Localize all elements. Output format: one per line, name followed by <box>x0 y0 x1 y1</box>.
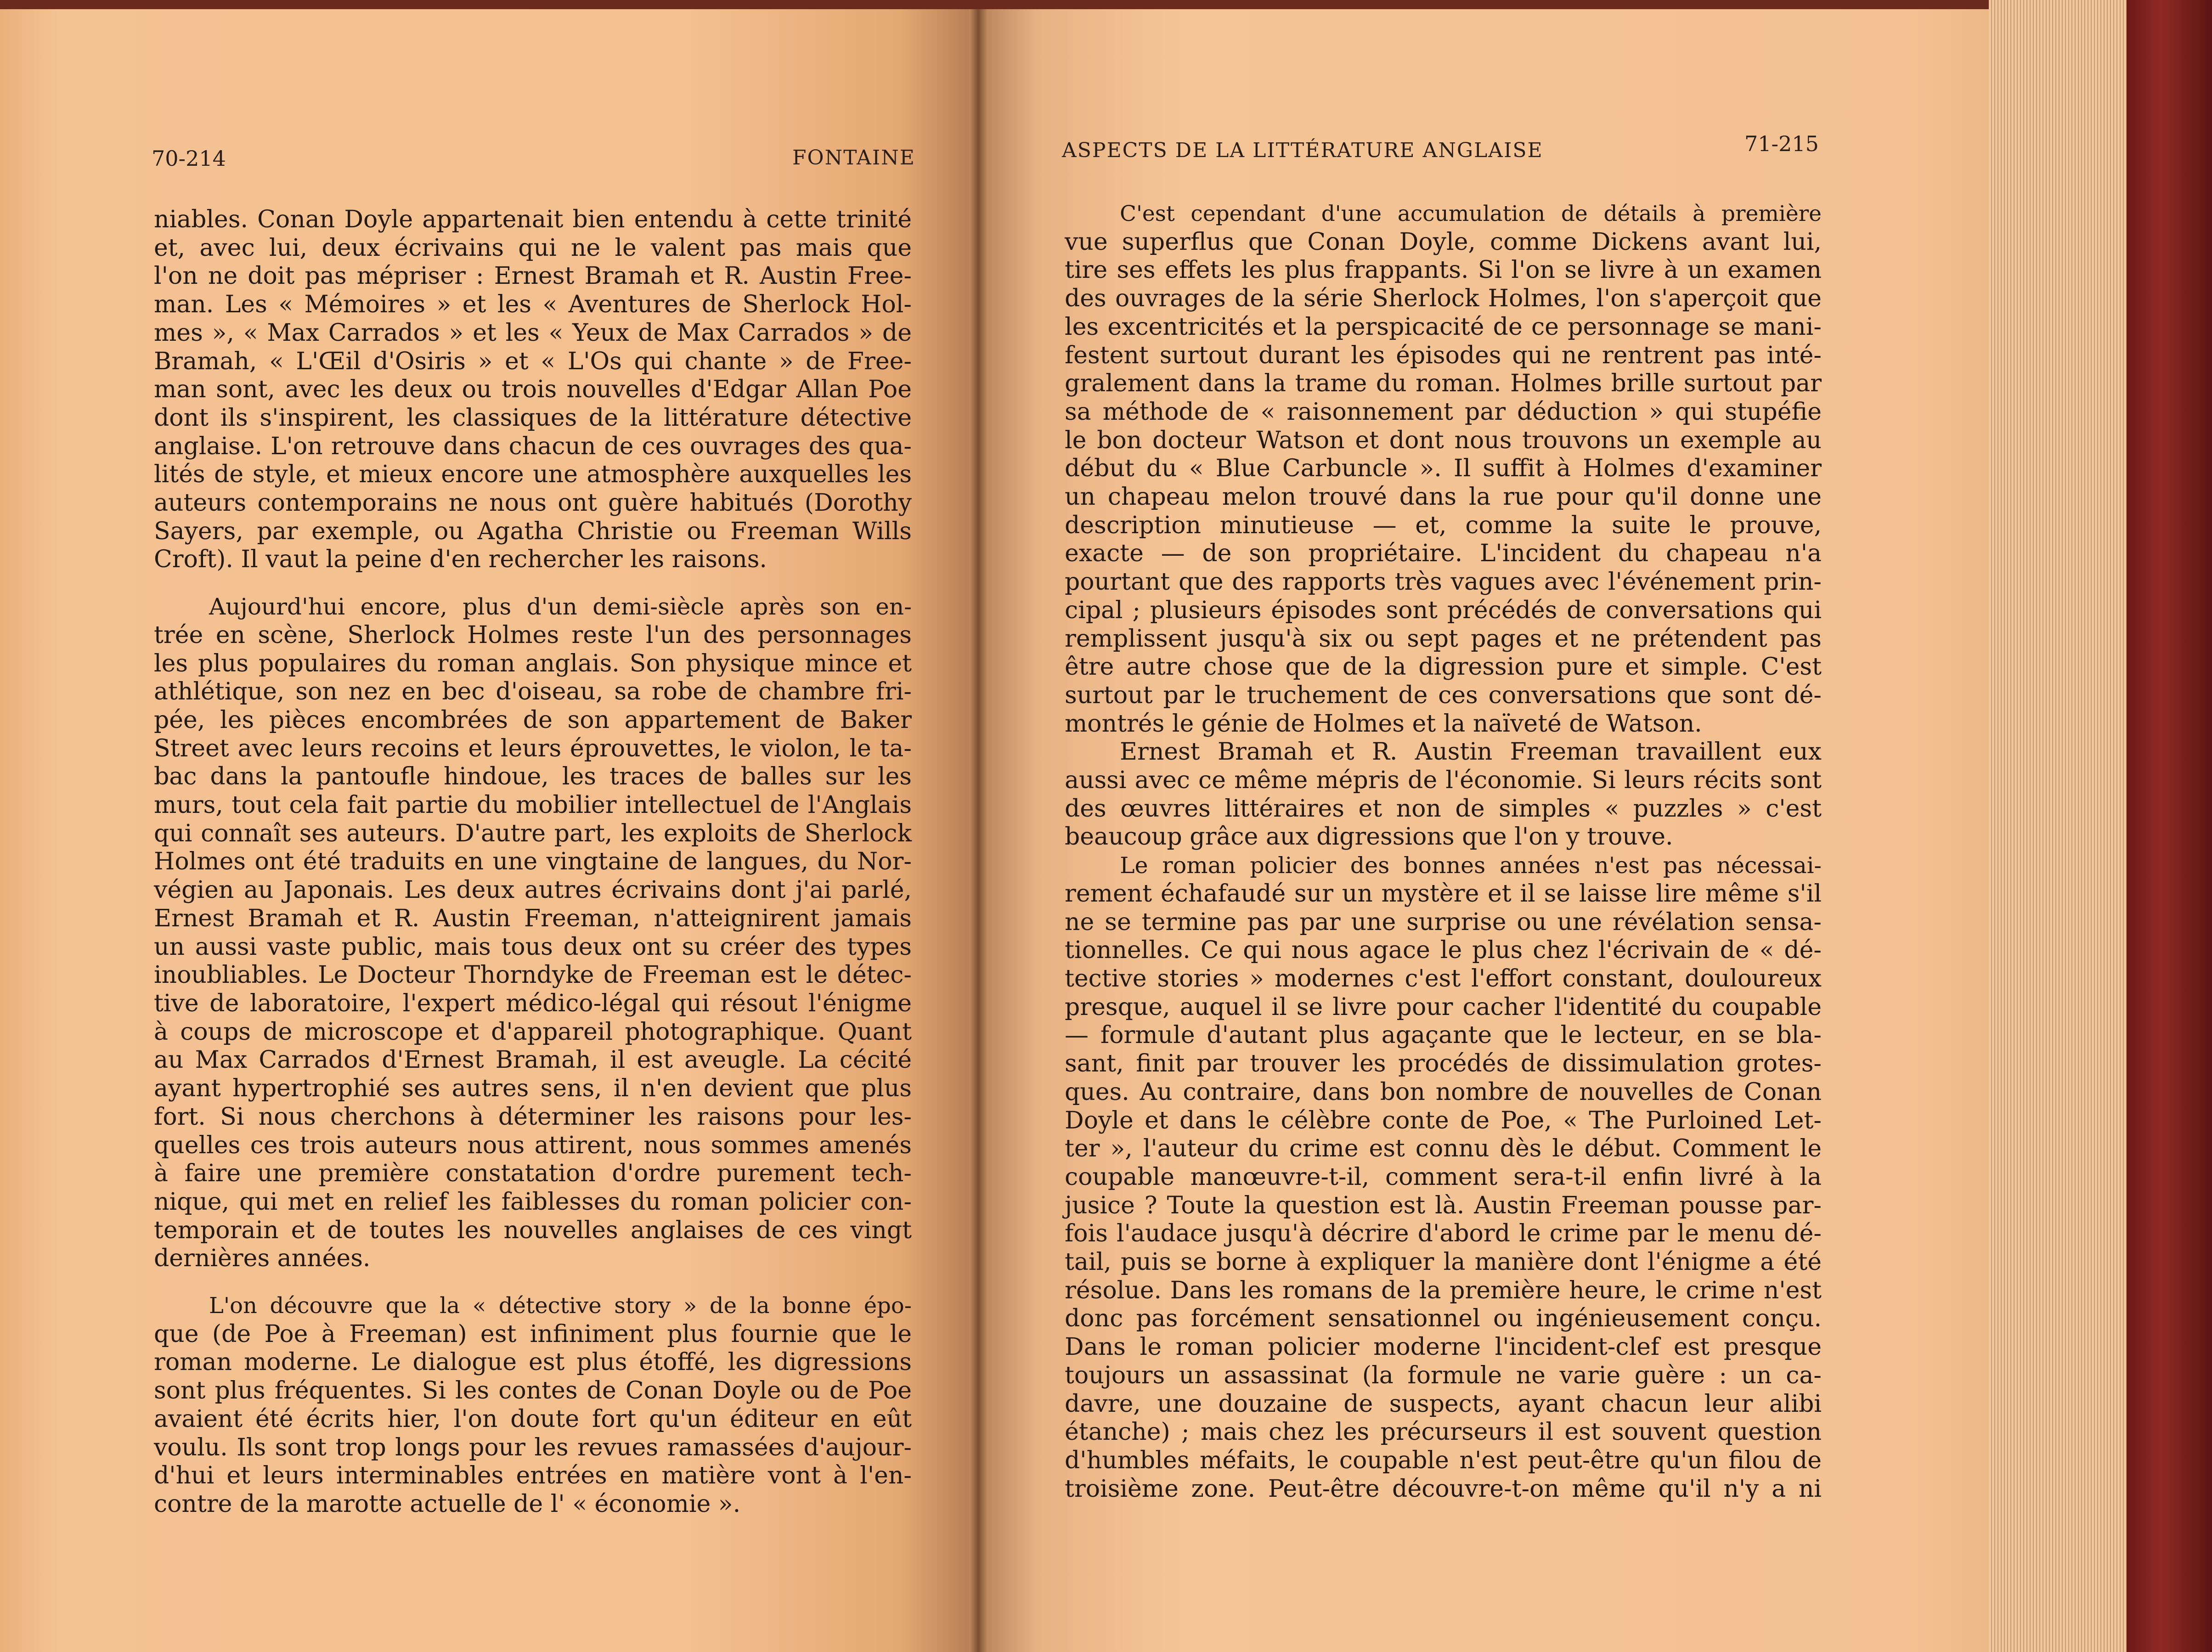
text-line: fois l'audace jusqu'à décrire d'abord le crime par le menu dé- <box>1065 1220 1822 1248</box>
book-gutter <box>969 9 988 1652</box>
left-running-head: FONTAINE <box>792 146 915 169</box>
text-line: surtout par le truchement de ces conversations que sont dé- <box>1065 681 1822 709</box>
text-line: troisième zone. Peut-être découvre-t-on même qu'il n'y a ni <box>1065 1475 1822 1503</box>
text-line: trée en scène, Sherlock Holmes reste l'un des personnages <box>154 621 912 649</box>
text-line: quelles ces trois auteurs nous attirent, nous sommes amenés <box>154 1131 912 1159</box>
text-line: les excentricités et la perspicacité de ce personnage se mani- <box>1065 313 1822 341</box>
text-line: un chapeau melon trouvé dans la rue pour qu'il donne une <box>1065 483 1822 511</box>
text-line: pourtant que des rapports très vagues avec l'événement prin- <box>1065 568 1822 596</box>
text-line: fort. Si nous cherchons à déterminer les raisons pour les- <box>154 1103 912 1131</box>
text-line: dont ils s'inspirent, les classiques de la littérature détective <box>154 404 912 432</box>
text-line: anglaise. L'on retrouve dans chacun de ces ouvrages des qua- <box>154 432 912 460</box>
right-page-number: 71-215 <box>1744 131 1819 156</box>
text-line: des œuvres littéraires et non de simples « puzzles » c'est <box>1065 795 1822 823</box>
text-line: ter », l'auteur du crime est connu dès le début. Comment le <box>1065 1135 1822 1163</box>
text-line: niables. Conan Doyle appartenait bien entendu à cette trinité <box>154 206 912 233</box>
text-line: le bon docteur Watson et dont nous trouvons un exemple au <box>1065 426 1822 454</box>
text-line: Sayers, par exemple, ou Agatha Christie ou Freeman Wills <box>154 517 912 545</box>
text-line: jusice ? Toute la question est là. Austin Freeman pousse par- <box>1065 1191 1822 1219</box>
text-line: des ouvrages de la série Sherlock Holmes, l'on s'aperçoit que <box>1065 285 1822 313</box>
text-line: temporain et de toutes les nouvelles anglaises de ces vingt <box>154 1216 912 1244</box>
text-line: et, avec lui, deux écrivains qui ne le valent pas mais que <box>154 234 912 262</box>
text-line: sont plus fréquentes. Si les contes de Conan Doyle ou de Poe <box>154 1377 912 1405</box>
text-line: exacte — de son propriétaire. L'incident du chapeau n'a <box>1065 540 1822 568</box>
text-line: sant, finit par trouver les procédés de dissimulation grotes- <box>1065 1050 1822 1078</box>
text-line: athlétique, son nez en bec d'oiseau, sa robe de chambre fri- <box>154 678 912 706</box>
text-line: l'on ne doit pas mépriser : Ernest Bramah et R. Austin Free- <box>154 262 912 290</box>
text-line: — formule d'autant plus agaçante que le lecteur, en se bla- <box>1065 1021 1822 1049</box>
text-line: remplissent jusqu'à six ou sept pages et ne prétendent pas <box>1065 625 1822 653</box>
text-line: contre de la marotte actuelle de l' « économie ». <box>154 1490 741 1518</box>
text-line: rement échafaudé sur un mystère et il se laisse lire même s'il <box>1065 880 1822 908</box>
text-line: tail, puis se borne à expliquer la manière dont l'énigme a été <box>1065 1248 1822 1276</box>
text-line: auteurs contemporains ne nous ont guère habitués (Dorothy <box>154 489 912 517</box>
text-line: cipal ; plusieurs épisodes sont précédés de conversations qui <box>1065 596 1822 624</box>
left-page-number: 70-214 <box>152 146 226 171</box>
text-line: d'humbles méfaits, le coupable n'est peut-être qu'un filou de <box>1065 1446 1822 1474</box>
text-line: que (de Poe à Freeman) est infiniment plus fournie que le <box>154 1320 912 1348</box>
right-page-text <box>1065 200 1822 1503</box>
text-line: C'est cependant d'une accumulation de détails à première <box>1120 201 1822 226</box>
text-line: L'on découvre que la « détective story » de la bonne épo- <box>209 1293 912 1319</box>
text-line: à coups de microscope et d'appareil photographique. Quant <box>154 1018 912 1046</box>
text-line: beaucoup grâce aux digressions que l'on y trouve. <box>1065 823 1673 851</box>
text-line: être autre chose que de la digression pure et simple. C'est <box>1065 653 1822 681</box>
text-line: Ernest Bramah et R. Austin Freeman, n'atteignirent jamais <box>154 904 912 932</box>
text-line: aussi avec ce même mépris de l'économie. Si leurs récits sont <box>1065 767 1822 795</box>
text-line: Doyle et dans le célèbre conte de Poe, « The Purloined Let- <box>1065 1106 1822 1134</box>
book-cover-edge <box>2127 0 2212 1652</box>
text-line: Ernest Bramah et R. Austin Freeman travaillent eux <box>1120 738 1822 766</box>
text-line: dernières années. <box>154 1245 371 1273</box>
right-running-head: ASPECTS DE LA LITTÉRATURE ANGLAISE <box>1062 139 1543 162</box>
text-line: Street avec leurs recoins et leurs éprouvettes, le violon, le ta- <box>154 734 912 762</box>
text-line: début du « Blue Carbuncle ». Il suffit à Holmes d'examiner <box>1065 455 1822 483</box>
text-line: roman moderne. Le dialogue est plus étoffé, les digressions <box>154 1348 912 1376</box>
text-line: nique, qui met en relief les faiblesses du roman policier con- <box>154 1188 912 1216</box>
text-line: ayant hypertrophié ses autres sens, il n'en devient que plus <box>154 1075 912 1103</box>
text-line: vue superflus que Conan Doyle, comme Dickens avant lui, <box>1065 228 1822 256</box>
text-line: étanche) ; mais chez les précurseurs il est souvent question <box>1065 1418 1822 1446</box>
page-edges <box>1989 0 2127 1652</box>
text-line: toujours un assassinat (la formule ne varie guère : un ca- <box>1065 1361 1822 1389</box>
text-line: tire ses effets les plus frappants. Si l'on se livre à un examen <box>1065 256 1822 284</box>
text-line: gralement dans la trame du roman. Holmes brille surtout par <box>1065 370 1822 398</box>
text-line: ne se termine pas par une surprise ou une révélation sensa- <box>1065 908 1822 936</box>
text-line: végien au Japonais. Les deux autres écrivains dont j'ai parlé, <box>154 876 912 904</box>
text-line: bac dans la pantoufle hindoue, les traces de balles sur les <box>154 763 912 791</box>
text-line: inoubliables. Le Docteur Thorndyke de Freeman est le détec- <box>154 961 912 989</box>
text-line: presque, auquel il se livre pour cacher l'identité du coupable <box>1065 993 1822 1021</box>
left-page-text <box>154 206 912 1519</box>
text-line: avaient été écrits hier, l'on doute fort qu'un éditeur en eût <box>154 1405 912 1433</box>
text-line: tective stories » modernes c'est l'effort constant, douloureux <box>1065 964 1822 992</box>
text-line: à faire une première constatation d'ordre purement tech- <box>154 1160 912 1188</box>
text-line: sa méthode de « raisonnement par déduction » qui stupéfie <box>1065 398 1822 426</box>
text-line: au Max Carrados d'Ernest Bramah, il est aveugle. La cécité <box>154 1046 912 1074</box>
text-line: résolue. Dans les romans de la première heure, le crime n'est <box>1065 1276 1822 1304</box>
text-line: montrés le génie de Holmes et la naïveté de Watson. <box>1065 710 1702 738</box>
text-line: Croft). Il vaut la peine d'en rechercher les raisons. <box>154 546 767 574</box>
text-line: donc pas forcément sensationnel ou ingénieusement conçu. <box>1065 1305 1822 1333</box>
text-line: davre, une douzaine de suspects, ayant chacun leur alibi <box>1065 1390 1822 1418</box>
text-line: festent surtout durant les épisodes qui ne rentrent pas inté- <box>1065 341 1822 369</box>
text-line: voulu. Ils sont trop longs pour les revues ramassées d'aujour- <box>154 1433 912 1461</box>
text-line: pée, les pièces encombrées de son appartement de Baker <box>154 706 912 734</box>
text-line: ques. Au contraire, dans bon nombre de nouvelles de Conan <box>1065 1078 1822 1106</box>
text-line: lités de style, et mieux encore une atmosphère auxquelles les <box>154 461 912 489</box>
text-line: Bramah, « L'Œil d'Osiris » et « L'Os qui chante » de Free- <box>154 347 912 375</box>
text-line: les plus populaires du roman anglais. Son physique mince et <box>154 649 912 677</box>
text-line: murs, tout cela fait partie du mobilier intellectuel de l'Anglais <box>154 791 912 819</box>
text-line: tive de laboratoire, l'expert médico-légal qui résout l'énigme <box>154 989 912 1017</box>
text-line: qui connaît ses auteurs. D'autre part, les exploits de Sherlock <box>154 819 912 847</box>
text-line: man sont, avec les deux ou trois nouvelles d'Edgar Allan Poe <box>154 376 912 404</box>
text-line: mes », « Max Carrados » et les « Yeux de Max Carrados » de <box>154 319 912 347</box>
text-line: d'hui et leurs interminables entrées en matière vont à l'en- <box>154 1462 912 1490</box>
text-line: Aujourd'hui encore, plus d'un demi-siècle après son en- <box>209 593 912 620</box>
text-line: coupable manœuvre-t-il, comment sera-t-il enfin livré à la <box>1065 1163 1822 1191</box>
text-line: description minutieuse — et, comme la suite le prouve, <box>1065 511 1822 539</box>
text-line: Holmes ont été traduits en une vingtaine de langues, du Nor- <box>154 848 912 876</box>
text-line: man. Les « Mémoires » et les « Aventures de Sherlock Hol- <box>154 291 912 319</box>
text-line: tionnelles. Ce qui nous agace le plus chez l'écrivain de « dé- <box>1065 936 1822 964</box>
text-line: Dans le roman policier moderne l'incident-clef est presque <box>1065 1333 1822 1361</box>
text-line: Le roman policier des bonnes années n'est pas nécessai- <box>1120 852 1822 879</box>
text-line: un aussi vaste public, mais tous deux ont su créer des types <box>154 933 912 961</box>
